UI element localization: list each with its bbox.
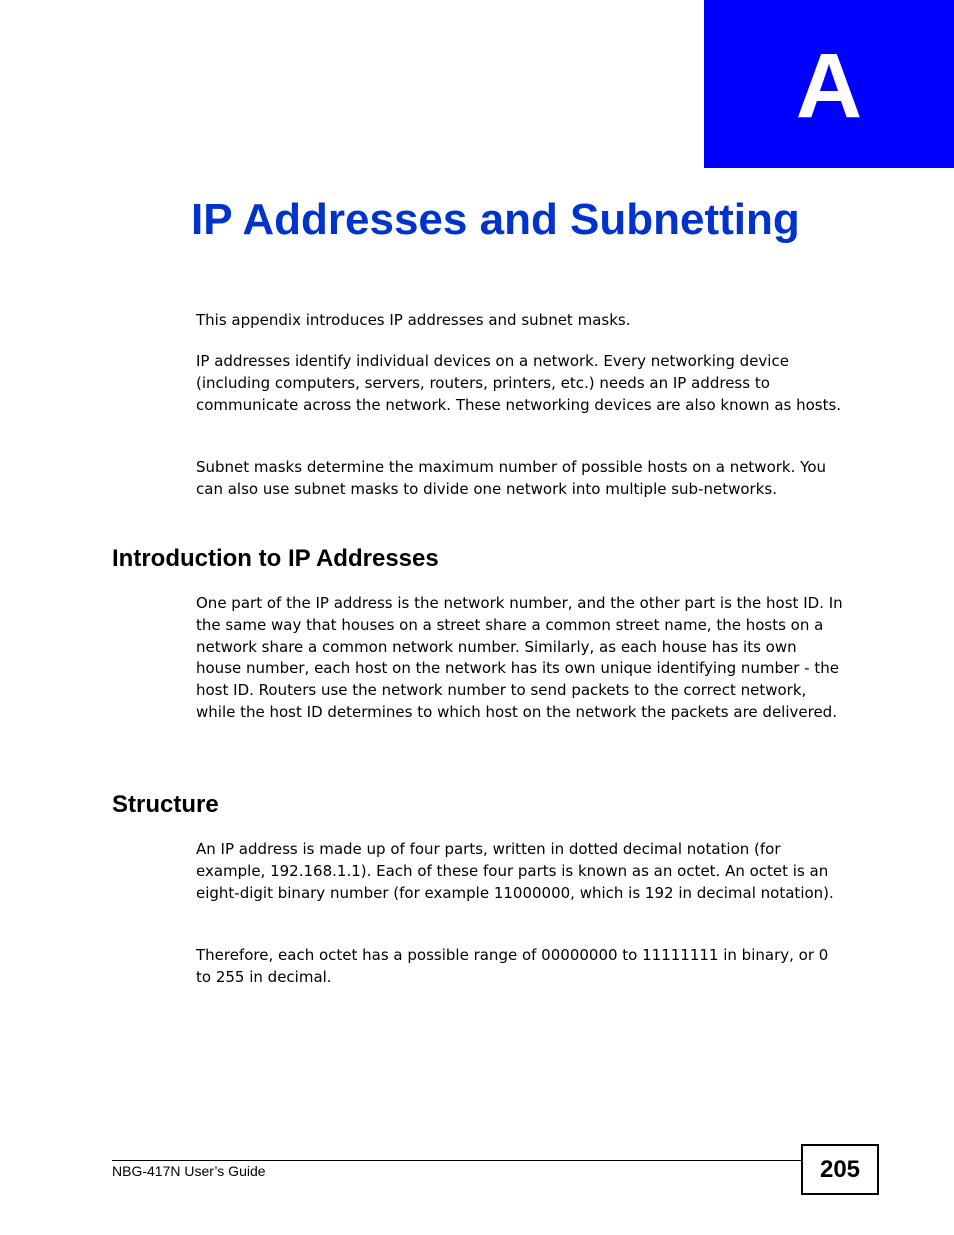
structure-paragraph-1: An IP address is made up of four parts, written in dotted decimal notation (for example, 192.168.1.1). Each of these four parts is known as an octet. An octet is an eight-digit binary number (for example 11000000, which is 192 in decimal notation). (196, 840, 834, 902)
page-title: IP Addresses and Subnetting (191, 195, 800, 244)
page-number: 205 (819, 1155, 861, 1183)
intro-paragraph-1: This appendix introduces IP addresses and subnet masks. (196, 311, 631, 329)
section-heading-structure: Structure (112, 791, 219, 818)
introduction-paragraph-1: One part of the IP address is the network number, and the other part is the host ID. In the same way that houses on a street share a common street name, the hosts on a network share a common network number. Similarly, as each house has its own house number, each host on the network has its own unique identifying number - the host ID. Routers use the network number to send packets to the correct network, while the host ID determines to which host on the network the packets are delivered. (196, 594, 843, 721)
page-number-box (801, 1144, 879, 1195)
appendix-letter: A (795, 35, 863, 137)
intro-paragraph-3: Subnet masks determine the maximum number of possible hosts on a network. You can also use subnet masks to divide one network into multiple sub-networks. (196, 458, 826, 498)
section-heading-introduction: Introduction to IP Addresses (112, 545, 439, 572)
appendix-letter-tab (704, 0, 954, 168)
footer-divider (112, 1160, 802, 1161)
intro-paragraph-2: IP addresses identify individual devices on a network. Every networking device (including computers, servers, routers, printers, etc.) needs an IP address to communicate across the network. These networking devices are also known as hosts. (196, 352, 842, 414)
footer-guide-name: NBG-417N User’s Guide (112, 1163, 266, 1179)
structure-paragraph-2: Therefore, each octet has a possible range of 00000000 to 11111111 in binary, or 0 to 255 in decimal. (196, 946, 829, 986)
